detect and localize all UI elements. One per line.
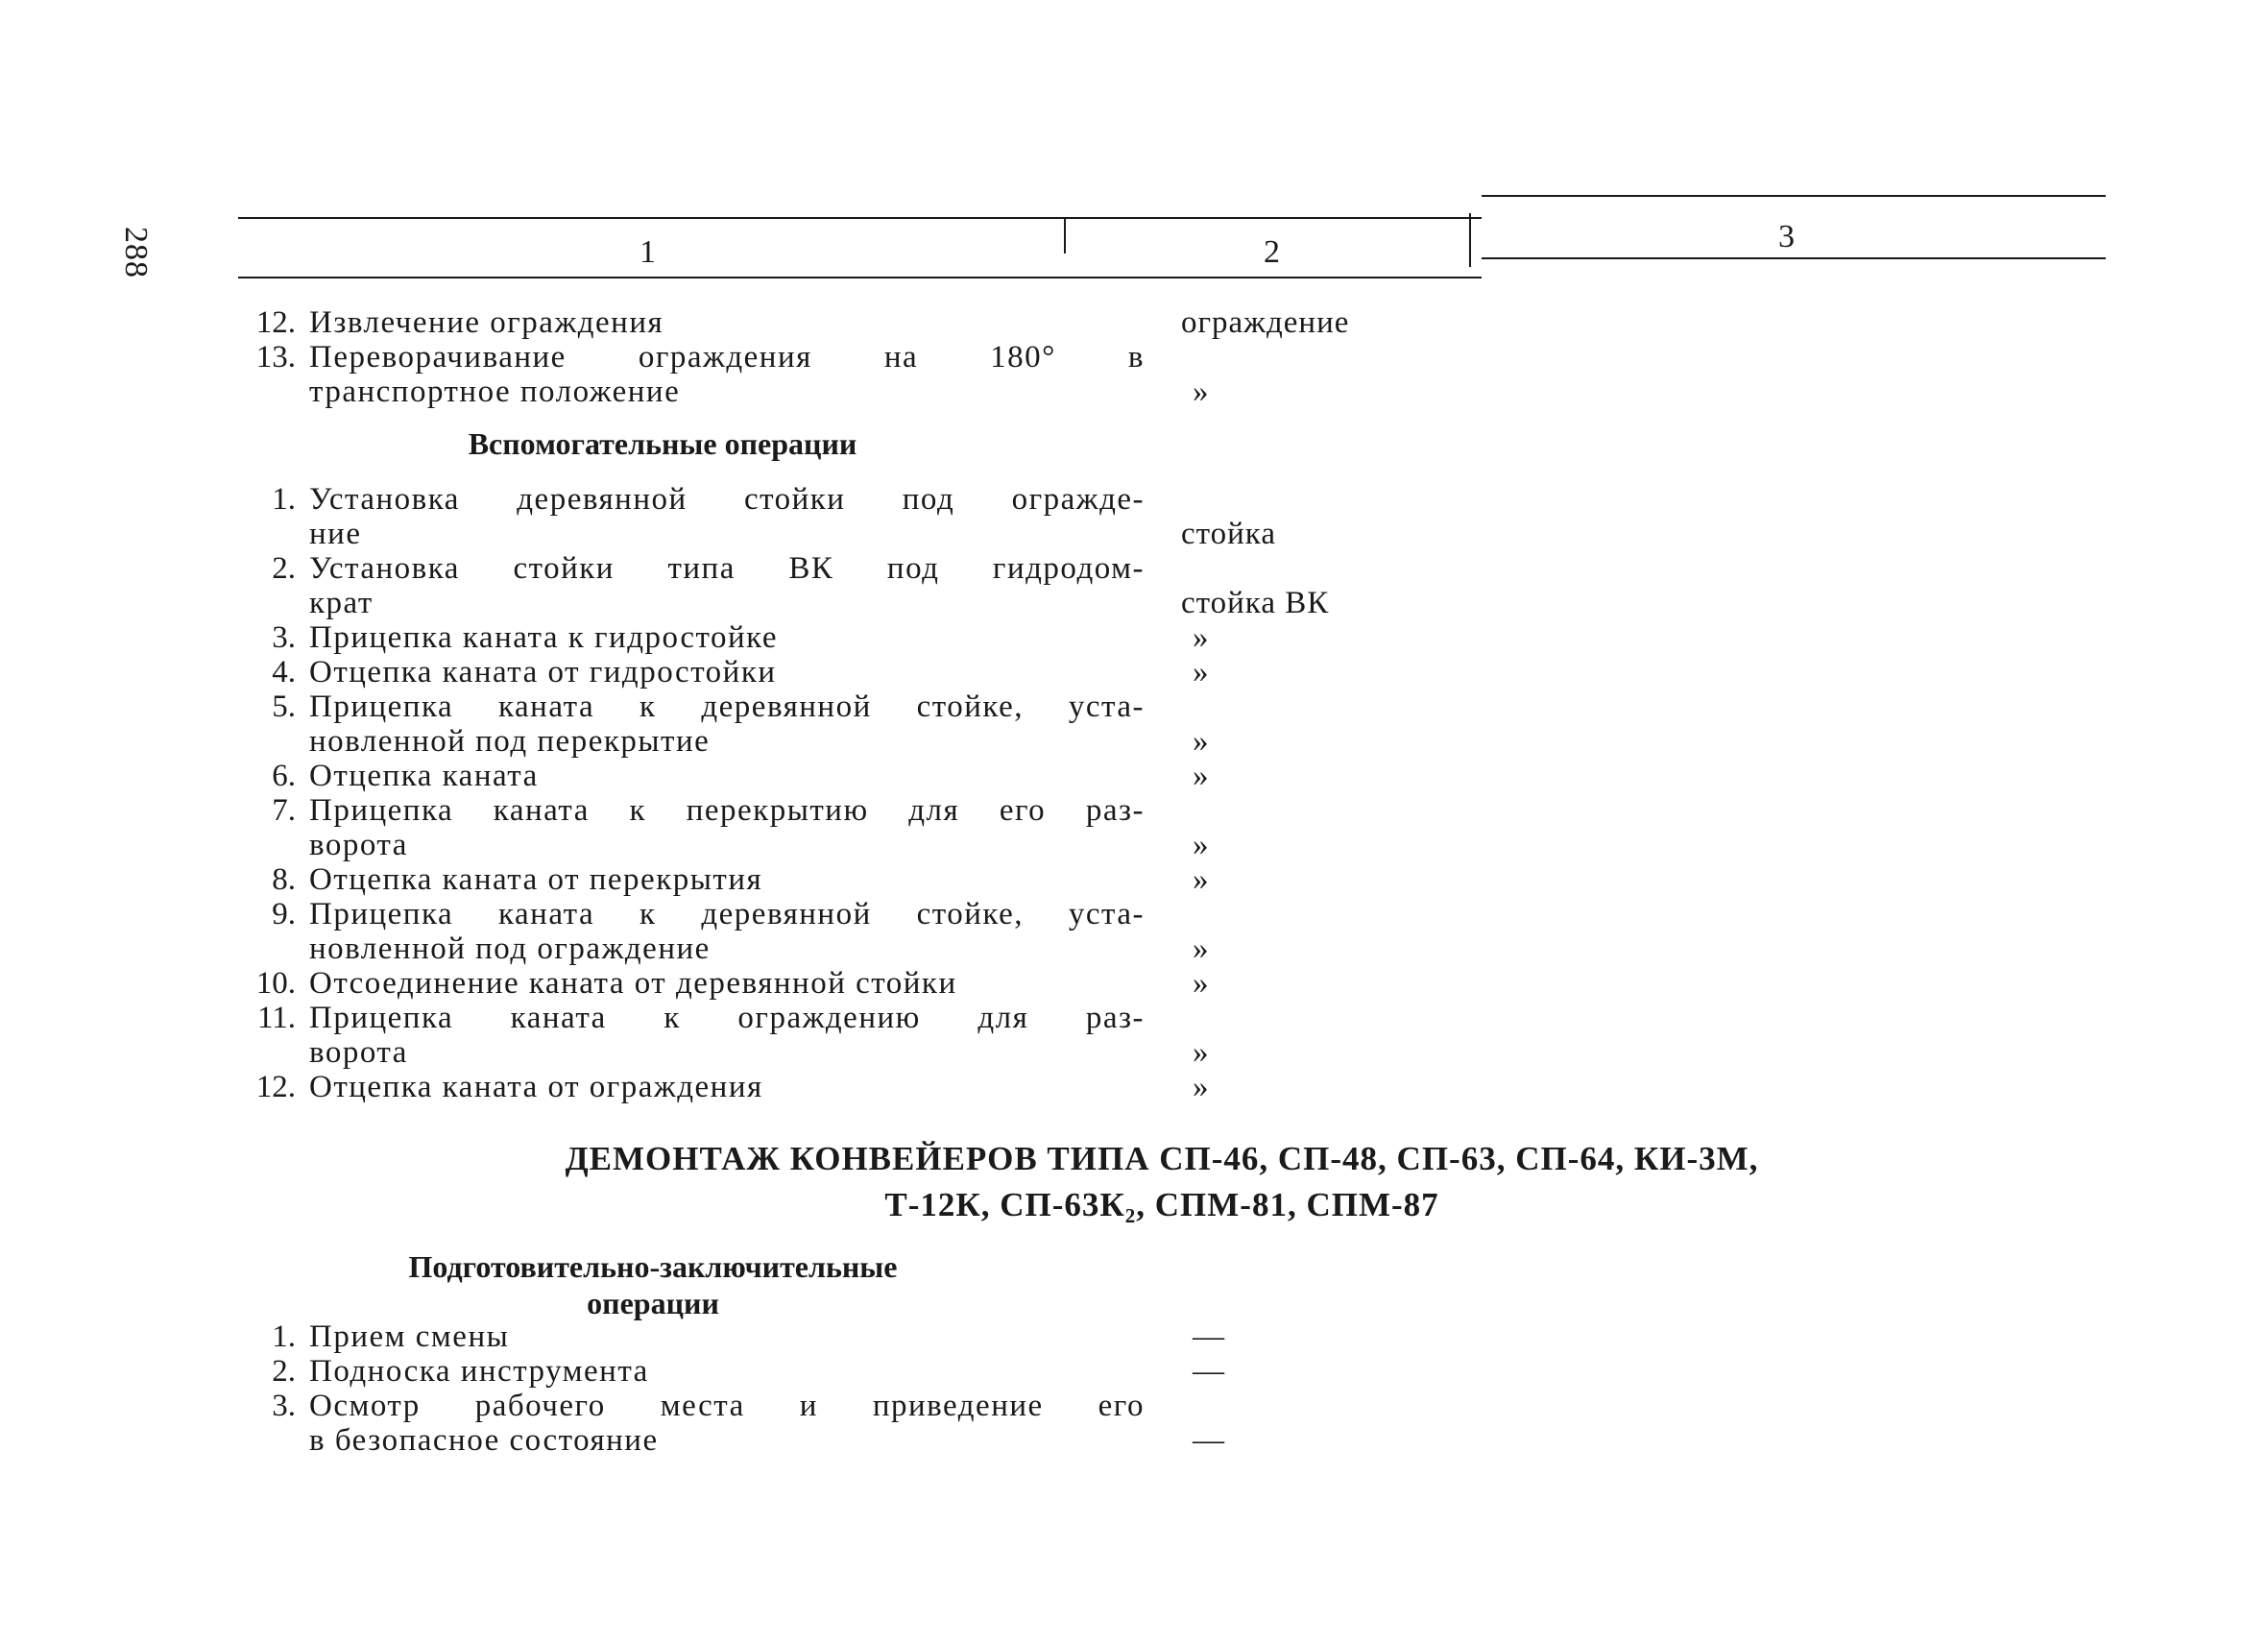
item-object: »	[1193, 759, 1210, 793]
item-description-line: Установка стойки типа ВК под гидродом-	[309, 551, 1145, 586]
item-description-line: Подноска инструмента	[309, 1354, 649, 1389]
item-object: —	[1193, 1423, 1225, 1458]
main-section-title	[480, 1136, 1844, 1228]
item-description-line: ворота	[309, 1035, 408, 1070]
page-number: 288	[118, 227, 154, 278]
list-item	[230, 1354, 1411, 1389]
item-description-line: Прицепка каната к ограждению для раз-	[309, 1001, 1145, 1035]
list-item	[230, 1070, 1411, 1104]
list-item	[230, 1389, 1411, 1458]
list-item	[230, 1001, 1411, 1070]
prep-section-title	[365, 1248, 941, 1321]
item-object: стойка ВК	[1181, 586, 1330, 620]
prep-title-line-1: Подготовительно-заключительные	[408, 1249, 898, 1284]
item-description	[309, 966, 1145, 1001]
list-item	[230, 305, 1411, 340]
item-description	[309, 1389, 1145, 1458]
list-item	[230, 897, 1411, 966]
item-description	[309, 305, 1145, 340]
item-description-line: Отцепка каната	[309, 759, 539, 793]
list-item	[230, 551, 1411, 620]
item-number: 2.	[272, 551, 296, 586]
item-object: »	[1193, 1035, 1210, 1070]
list-item	[230, 340, 1411, 409]
item-description-line: Осмотр рабочего места и приведение его	[309, 1389, 1145, 1423]
item-number: 1.	[272, 482, 296, 517]
item-description	[309, 551, 1145, 620]
item-description-line: Отцепка каната от перекрытия	[309, 862, 763, 897]
list-item	[230, 862, 1411, 897]
aux-operations-list	[230, 482, 1411, 1104]
item-description-line: Прицепка каната к деревянной стойке, уста-	[309, 689, 1145, 724]
header-column-divider-1	[1064, 217, 1066, 254]
list-item	[230, 1319, 1411, 1354]
item-object: стойка	[1181, 517, 1276, 551]
prep-operations-list	[230, 1319, 1411, 1458]
item-object: »	[1193, 931, 1210, 966]
item-number: 3.	[272, 1389, 296, 1423]
main-title-line-2: Т-12К, СП-63К₂, СПМ-81, СПМ-87	[884, 1186, 1439, 1223]
item-object: »	[1193, 375, 1210, 409]
list-item	[230, 689, 1411, 759]
list-item	[230, 620, 1411, 655]
item-description-line: новленной под ограждение	[309, 931, 711, 966]
column-header-3: 3	[1778, 219, 1795, 254]
item-number: 12.	[255, 1070, 296, 1104]
item-number: 3.	[272, 620, 296, 655]
item-description-line: ние	[309, 517, 362, 551]
prep-title-line-2: операции	[587, 1286, 719, 1320]
item-description	[309, 862, 1145, 897]
item-number: 2.	[272, 1354, 296, 1389]
item-number: 5.	[272, 689, 296, 724]
item-number: 4.	[272, 655, 296, 689]
header-column-divider-2	[1469, 213, 1471, 267]
item-object: »	[1193, 724, 1210, 759]
list-item	[230, 759, 1411, 793]
header-bottom-rule-right	[1482, 257, 2106, 259]
item-object: »	[1193, 655, 1210, 689]
item-description-line: Прицепка каната к перекрытию для его раз-	[309, 793, 1145, 828]
item-description	[309, 793, 1145, 862]
item-object: —	[1193, 1319, 1225, 1354]
item-number: 13.	[255, 340, 296, 375]
item-description	[309, 620, 1145, 655]
item-object: —	[1193, 1354, 1225, 1389]
item-number: 1.	[272, 1319, 296, 1354]
item-description-line: Отцепка каната от ограждения	[309, 1070, 763, 1104]
item-number: 9.	[272, 897, 296, 931]
item-description-line: Прицепка каната к гидростойке	[309, 620, 778, 655]
item-number: 7.	[272, 793, 296, 828]
header-top-rule-left	[238, 217, 1482, 219]
item-object: »	[1193, 966, 1210, 1001]
item-description-line: Прием смены	[309, 1319, 510, 1354]
item-number: 10.	[255, 966, 296, 1001]
item-description-line: Переворачивание ограждения на 180° в	[309, 340, 1145, 375]
list-item	[230, 966, 1411, 1001]
item-description	[309, 1354, 1145, 1389]
item-description	[309, 759, 1145, 793]
item-description	[309, 1070, 1145, 1104]
item-description-line: ворота	[309, 828, 408, 862]
item-object: ограждение	[1181, 305, 1350, 340]
item-description	[309, 1319, 1145, 1354]
header-top-rule-right	[1482, 195, 2106, 197]
item-object: »	[1193, 828, 1210, 862]
item-description-line: крат	[309, 586, 374, 620]
item-object: »	[1193, 620, 1210, 655]
item-description	[309, 897, 1145, 966]
item-description-line: Отцепка каната от гидростойки	[309, 655, 777, 689]
item-description-line: Прицепка каната к деревянной стойке, уста-	[309, 897, 1145, 931]
item-description-line: в безопасное состояние	[309, 1423, 659, 1458]
list-item	[230, 793, 1411, 862]
item-object: »	[1193, 1070, 1210, 1104]
item-number: 8.	[272, 862, 296, 897]
item-description-line: транспортное положение	[309, 375, 681, 409]
list-item	[230, 482, 1411, 551]
item-description	[309, 1001, 1145, 1070]
item-description-line: Извлечение ограждения	[309, 305, 664, 340]
item-object: »	[1193, 862, 1210, 897]
column-header-2: 2	[1264, 234, 1280, 270]
top-operations-list	[230, 305, 1411, 409]
item-number: 6.	[272, 759, 296, 793]
item-number: 11.	[256, 1001, 296, 1035]
item-number: 12.	[255, 305, 296, 340]
column-header-1: 1	[639, 234, 656, 270]
list-item	[230, 655, 1411, 689]
item-description-line: Отсоединение каната от деревянной стойки	[309, 966, 957, 1001]
item-description	[309, 482, 1145, 551]
item-description-line: новленной под перекрытие	[309, 724, 711, 759]
item-description-line: Установка деревянной стойки под огражде-	[309, 482, 1145, 517]
header-bottom-rule-left	[238, 277, 1482, 278]
aux-section-title: Вспомогательные операции	[468, 426, 857, 461]
main-title-line-1: ДЕМОНТАЖ КОНВЕЙЕРОВ ТИПА СП-46, СП-48, СП-63, СП-64, КИ-3М,	[565, 1140, 1759, 1177]
item-description	[309, 655, 1145, 689]
item-description	[309, 340, 1145, 409]
item-description	[309, 689, 1145, 759]
